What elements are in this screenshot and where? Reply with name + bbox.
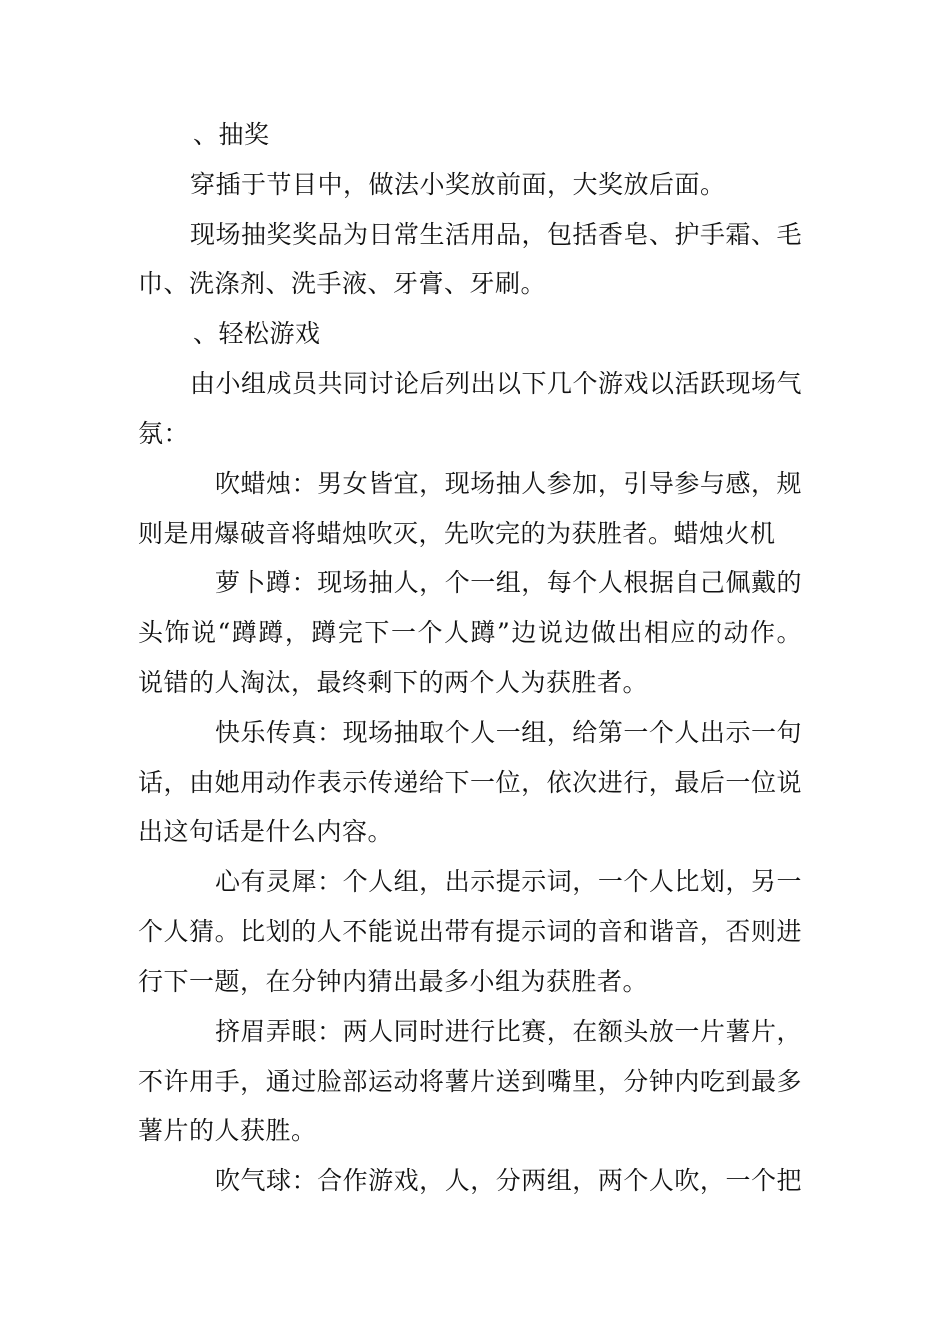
paragraph-line: 行下一题，在分钟内猜出最多小组为获胜者。 [138,967,649,996]
paragraph-line: 由小组成员共同讨论后列出以下几个游戏以活跃现场气 [190,369,803,398]
paragraph-line: 说错的人淘汰，最终剩下的两个人为获胜者。 [138,668,649,697]
paragraph-line: 个人猜。比划的人不能说出带有提示词的音和谐音，否则进 [138,917,802,946]
paragraph-line: 快乐传真：现场抽取个人一组，给第一个人出示一句 [215,718,802,747]
paragraph-line: 氛： [138,419,190,448]
section-heading-games: 、轻松游戏 [193,319,321,348]
paragraph-line: 吹蜡烛：男女皆宜，现场抽人参加，引导参与感，规 [215,469,802,498]
paragraph-line: 心有灵犀：个人组，出示提示词，一个人比划，另一 [215,867,802,896]
paragraph-line: 话，由她用动作表示传递给下一位，依次进行，最后一位说 [138,768,802,797]
paragraph-line: 头饰说“蹲蹲，蹲完下一个人蹲”边说边做出相应的动作。 [138,618,802,647]
paragraph-line: 则是用爆破音将蜡烛吹灭，先吹完的为获胜者。蜡烛火机 [138,519,776,548]
paragraph-line: 不许用手，通过脸部运动将薯片送到嘴里，分钟内吃到最多 [138,1067,802,1096]
paragraph-line: 出这句话是什么内容。 [138,817,394,846]
section-heading-lottery: 、抽奖 [193,120,270,149]
paragraph-line: 巾、洗涤剂、洗手液、牙膏、牙刷。 [138,269,547,298]
paragraph-line: 穿插于节目中，做法小奖放前面，大奖放后面。 [190,170,726,199]
paragraph-line: 萝卜蹲：现场抽人，个一组，每个人根据自己佩戴的 [215,568,802,597]
paragraph-line: 薯片的人获胜。 [138,1116,317,1145]
paragraph-line: 挤眉弄眼：两人同时进行比赛，在额头放一片薯片， [215,1017,802,1046]
paragraph-line: 吹气球：合作游戏，人，分两组，两个人吹，一个把 [215,1166,802,1195]
paragraph-line: 现场抽奖奖品为日常生活用品，包括香皂、护手霜、毛 [190,220,803,249]
